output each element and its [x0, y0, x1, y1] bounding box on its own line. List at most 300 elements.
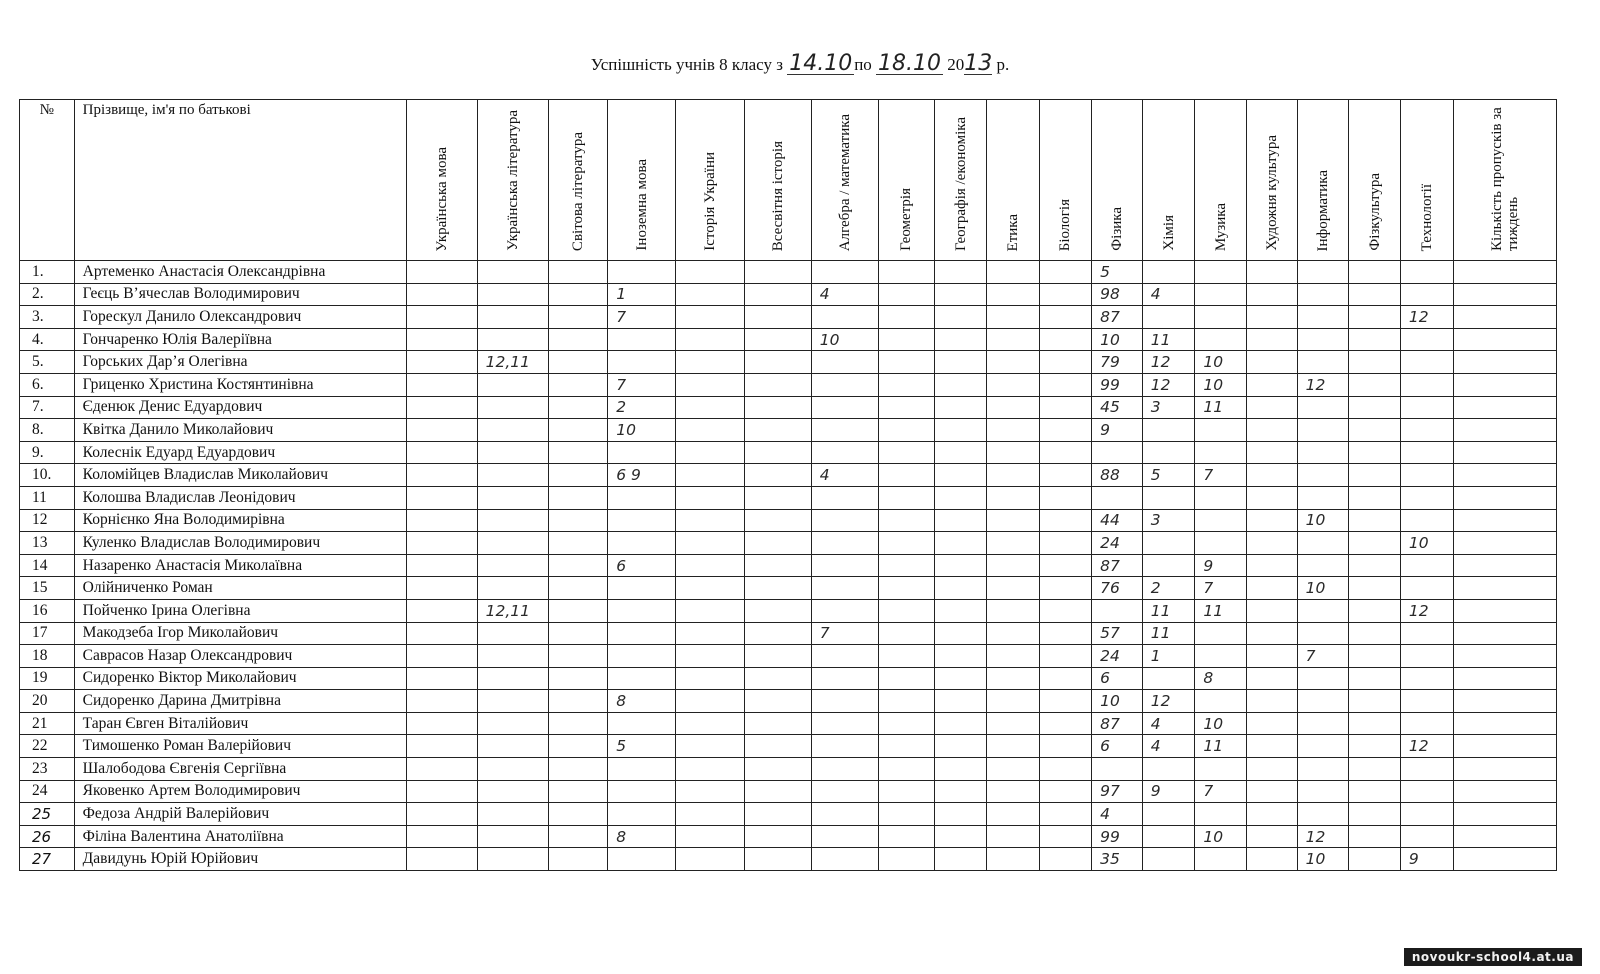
grade-cell [406, 441, 477, 464]
grade-cell: 10 [1195, 351, 1247, 374]
table-row [20, 554, 1557, 577]
grade-cell: 87 [1092, 306, 1143, 329]
table-row [20, 509, 1557, 532]
grade-cell [1247, 645, 1298, 668]
grade-cell [406, 848, 477, 871]
grade-cell [1039, 328, 1092, 351]
grade-cell: 1 [608, 283, 676, 306]
grade-cell [1247, 261, 1298, 284]
table-row [20, 486, 1557, 509]
row-number: 27 [20, 848, 75, 871]
student-name: Гончаренко Юлія Валеріївна [74, 328, 406, 351]
header-subject [986, 100, 1039, 261]
grade-cell [744, 509, 811, 532]
grade-cell [1400, 464, 1453, 487]
grade-cell [676, 622, 745, 645]
grade-cell [1297, 261, 1349, 284]
row-number: 2. [20, 283, 75, 306]
grade-cell: 12 [1400, 306, 1453, 329]
row-number: 11 [20, 486, 75, 509]
grade-cell: 7 [1195, 464, 1247, 487]
grade-cell [1195, 328, 1247, 351]
grade-cell: 7 [1195, 577, 1247, 600]
grade-cell [878, 486, 935, 509]
table-row [20, 848, 1557, 871]
header-number: № [20, 100, 75, 261]
grade-cell [878, 758, 935, 781]
grade-cell [1349, 419, 1401, 442]
grade-cell [1349, 306, 1401, 329]
grade-cell [935, 735, 987, 758]
row-number: 23 [20, 758, 75, 781]
grade-cell [986, 622, 1039, 645]
student-name: Саврасов Назар Олександрович [74, 645, 406, 668]
grade-cell [744, 486, 811, 509]
grade-cell: 11 [1142, 622, 1195, 645]
grade-cell: 76 [1092, 577, 1143, 600]
table-row [20, 577, 1557, 600]
grade-cell [811, 803, 878, 826]
grade-cell [986, 283, 1039, 306]
grade-cell [878, 532, 935, 555]
grade-cell [608, 486, 676, 509]
grade-cell [1297, 622, 1349, 645]
grade-cell: 87 [1092, 554, 1143, 577]
grade-cell [1453, 554, 1556, 577]
grade-cell [1039, 306, 1092, 329]
grade-cell [1247, 735, 1298, 758]
grade-cell [477, 712, 548, 735]
row-number: 25 [20, 803, 75, 826]
grade-cell [811, 486, 878, 509]
row-number: 5. [20, 351, 75, 374]
grade-cell [1039, 532, 1092, 555]
header-subject-label: Кількість пропусків за тиждень [1488, 107, 1521, 251]
grade-cell [1453, 577, 1556, 600]
grade-cell [1039, 509, 1092, 532]
grade-cell [477, 373, 548, 396]
grade-cell: 4 [1142, 712, 1195, 735]
header-subject-label: Інформатика [1314, 169, 1331, 251]
grade-cell [935, 441, 987, 464]
grade-cell [1247, 690, 1298, 713]
header-subject-label: Геометрія [898, 188, 915, 251]
grade-cell: 12,11 [477, 599, 548, 622]
grade-cell [1453, 645, 1556, 668]
grade-cell [1195, 306, 1247, 329]
grade-cell [608, 667, 676, 690]
grade-cell: 10 [1400, 532, 1453, 555]
grade-cell [1400, 825, 1453, 848]
grade-cell [1400, 577, 1453, 600]
grade-cell [548, 509, 608, 532]
grade-cell: 5 [608, 735, 676, 758]
grade-cell [1039, 373, 1092, 396]
grade-cell [878, 645, 935, 668]
grade-cell: 7 [1297, 645, 1349, 668]
grade-cell [477, 735, 548, 758]
grade-cell [608, 441, 676, 464]
table-row [20, 622, 1557, 645]
grade-cell: 10 [1195, 712, 1247, 735]
grade-cell [1039, 667, 1092, 690]
row-number: 19 [20, 667, 75, 690]
grade-cell [1247, 464, 1298, 487]
grade-cell [1349, 441, 1401, 464]
header-subject-label: Українська література [504, 110, 521, 251]
grade-cell: 11 [1195, 735, 1247, 758]
grade-cell [1453, 599, 1556, 622]
grade-cell [1247, 803, 1298, 826]
grade-cell [1039, 735, 1092, 758]
grade-cell [477, 419, 548, 442]
header-subject-label: Світова література [569, 131, 586, 251]
grade-cell [811, 261, 878, 284]
grade-cell: 24 [1092, 532, 1143, 555]
grade-cell [1247, 825, 1298, 848]
header-subject-label: Музика [1212, 202, 1229, 251]
table-row [20, 758, 1557, 781]
grade-cell [1195, 509, 1247, 532]
grade-cell [1453, 848, 1556, 871]
student-name: Сидоренко Дарина Дмитрівна [74, 690, 406, 713]
grade-cell [1195, 486, 1247, 509]
grade-cell [811, 758, 878, 781]
grade-cell [986, 758, 1039, 781]
header-subject-label: Фізика [1108, 207, 1125, 251]
grade-cell [1453, 351, 1556, 374]
grade-cell [935, 667, 987, 690]
grade-cell [878, 803, 935, 826]
grade-cell [935, 848, 987, 871]
grade-cell [811, 396, 878, 419]
grade-cell [1297, 328, 1349, 351]
grade-cell: 7 [1195, 780, 1247, 803]
header-subject [1142, 100, 1195, 261]
grade-cell [744, 351, 811, 374]
grade-cell: 10 [608, 419, 676, 442]
grade-cell [1400, 758, 1453, 781]
grade-cell [548, 351, 608, 374]
grade-cell [744, 848, 811, 871]
grade-cell [1195, 419, 1247, 442]
grade-cell [676, 554, 745, 577]
grade-cell [1453, 486, 1556, 509]
grade-cell [676, 373, 745, 396]
title-suffix: р. [996, 55, 1010, 74]
grade-cell [935, 690, 987, 713]
grade-cell [1297, 441, 1349, 464]
grade-cell: 11 [1142, 328, 1195, 351]
grade-cell [878, 735, 935, 758]
grade-cell [1349, 803, 1401, 826]
student-name: Пойченко Ірина Олегівна [74, 599, 406, 622]
student-name: Колошва Владислав Леонідович [74, 486, 406, 509]
grade-cell [878, 690, 935, 713]
header-subject [1092, 100, 1143, 261]
grade-cell [608, 532, 676, 555]
grade-cell [935, 554, 987, 577]
table-row [20, 690, 1557, 713]
row-number: 26 [20, 825, 75, 848]
grade-cell [406, 306, 477, 329]
grade-cell [676, 780, 745, 803]
grade-cell [744, 825, 811, 848]
grade-cell [1349, 328, 1401, 351]
grade-cell [1349, 464, 1401, 487]
grade-cell [548, 441, 608, 464]
grade-cell [1297, 351, 1349, 374]
grade-cell [1297, 464, 1349, 487]
grade-cell [1349, 599, 1401, 622]
grade-cell [477, 509, 548, 532]
grade-cell [878, 712, 935, 735]
grade-cell [1039, 464, 1092, 487]
grade-cell: 12 [1400, 599, 1453, 622]
grade-cell [676, 486, 745, 509]
grade-cell [1453, 464, 1556, 487]
grade-cell [608, 577, 676, 600]
grade-cell [935, 825, 987, 848]
grade-cell [1297, 667, 1349, 690]
grade-cell [811, 825, 878, 848]
student-name: Шалободова Євгенія Сергіївна [74, 758, 406, 781]
table-row [20, 803, 1557, 826]
grade-cell [1400, 690, 1453, 713]
grade-cell [986, 373, 1039, 396]
grade-cell [406, 712, 477, 735]
grade-cell [878, 441, 935, 464]
grade-cell [477, 306, 548, 329]
grade-cell [935, 532, 987, 555]
grade-cell [1247, 599, 1298, 622]
grade-cell [1247, 622, 1298, 645]
grade-cell [548, 758, 608, 781]
grade-cell [548, 780, 608, 803]
grade-cell [986, 554, 1039, 577]
grade-cell [406, 373, 477, 396]
grade-cell [986, 509, 1039, 532]
grade-cell [477, 554, 548, 577]
header-subject [406, 100, 477, 261]
grade-cell [548, 486, 608, 509]
grade-cell [1349, 396, 1401, 419]
grade-cell [1142, 848, 1195, 871]
grade-cell [477, 464, 548, 487]
grade-cell: 10 [1297, 509, 1349, 532]
grade-cell [1039, 645, 1092, 668]
grade-cell [477, 532, 548, 555]
grade-cell [878, 848, 935, 871]
grade-cell [1039, 780, 1092, 803]
grade-cell [811, 735, 878, 758]
grade-cell [744, 690, 811, 713]
grade-cell [477, 803, 548, 826]
grade-cell [811, 532, 878, 555]
grade-cell: 4 [1092, 803, 1143, 826]
grade-cell [1247, 283, 1298, 306]
row-number: 6. [20, 373, 75, 396]
grade-cell [744, 667, 811, 690]
grade-cell [986, 306, 1039, 329]
grade-cell [878, 261, 935, 284]
grade-cell [1297, 554, 1349, 577]
grade-cell [1195, 848, 1247, 871]
grade-cell [1247, 396, 1298, 419]
grade-cell [878, 509, 935, 532]
grade-cell: 9 [1142, 780, 1195, 803]
grade-cell: 9 [1195, 554, 1247, 577]
grade-cell [548, 735, 608, 758]
grade-cell [986, 464, 1039, 487]
grade-cell [1039, 690, 1092, 713]
grade-cell [676, 735, 745, 758]
header-subject [477, 100, 548, 261]
grade-cell [1142, 441, 1195, 464]
grade-cell: 10 [1195, 825, 1247, 848]
grade-cell [1039, 622, 1092, 645]
grade-cell [1247, 509, 1298, 532]
header-subject [608, 100, 676, 261]
grade-cell [548, 261, 608, 284]
table-row [20, 532, 1557, 555]
grade-cell [548, 667, 608, 690]
grade-cell [477, 780, 548, 803]
grade-cell: 4 [1142, 735, 1195, 758]
grade-cell [744, 283, 811, 306]
grade-cell [935, 758, 987, 781]
grade-cell [1297, 690, 1349, 713]
table-row [20, 780, 1557, 803]
grade-cell [1195, 645, 1247, 668]
grade-cell [1297, 396, 1349, 419]
grade-cell [935, 509, 987, 532]
grade-cell: 35 [1092, 848, 1143, 871]
grade-cell [986, 328, 1039, 351]
grade-cell [477, 667, 548, 690]
grade-cell [1039, 351, 1092, 374]
grade-cell [1453, 328, 1556, 351]
grade-cell [1349, 712, 1401, 735]
grade-cell: 10 [1092, 328, 1143, 351]
grade-cell [608, 712, 676, 735]
grade-cell [676, 667, 745, 690]
grade-cell [1400, 554, 1453, 577]
grade-cell: 99 [1092, 373, 1143, 396]
grade-cell [1349, 351, 1401, 374]
header-subject-label: Технології [1418, 183, 1435, 251]
grade-cell [1349, 373, 1401, 396]
grades-table [19, 99, 1557, 871]
grade-cell [744, 780, 811, 803]
header-subject [1247, 100, 1298, 261]
grade-cell [406, 328, 477, 351]
grade-cell [548, 712, 608, 735]
grade-cell [1453, 283, 1556, 306]
grade-cell [935, 396, 987, 419]
grade-cell [608, 328, 676, 351]
grade-cell [1297, 419, 1349, 442]
grade-cell [1195, 283, 1247, 306]
row-number: 17 [20, 622, 75, 645]
grade-cell [878, 396, 935, 419]
grade-cell [406, 577, 477, 600]
grade-cell [1039, 396, 1092, 419]
grade-cell [935, 645, 987, 668]
table-row [20, 373, 1557, 396]
grade-cell [406, 735, 477, 758]
grade-cell [1349, 577, 1401, 600]
grade-cell [477, 283, 548, 306]
grade-cell [1142, 554, 1195, 577]
grade-cell [986, 667, 1039, 690]
grade-cell [1400, 441, 1453, 464]
grade-cell [986, 599, 1039, 622]
grade-cell [477, 758, 548, 781]
student-name: Артеменко Анастасія Олександрівна [74, 261, 406, 284]
table-row [20, 351, 1557, 374]
grade-cell [1039, 803, 1092, 826]
grade-cell: 87 [1092, 712, 1143, 735]
grade-cell [548, 283, 608, 306]
grade-cell [548, 848, 608, 871]
grade-cell [811, 712, 878, 735]
grade-cell [986, 396, 1039, 419]
student-name: Горескул Данило Олександрович [74, 306, 406, 329]
header-name: Прізвище, ім'я по батькові [74, 100, 406, 261]
grade-cell [1039, 441, 1092, 464]
grade-cell [676, 825, 745, 848]
grade-cell [1195, 622, 1247, 645]
grade-cell [744, 803, 811, 826]
table-row [20, 825, 1557, 848]
row-number: 18 [20, 645, 75, 668]
grade-cell [1400, 419, 1453, 442]
header-subject [676, 100, 745, 261]
grade-cell [986, 690, 1039, 713]
grade-cell [1297, 532, 1349, 555]
header-subject-label: Всесвітня історія [769, 140, 786, 251]
title-middle: по [854, 55, 872, 74]
grade-cell [548, 599, 608, 622]
grade-cell [477, 622, 548, 645]
grade-cell: 8 [608, 825, 676, 848]
grade-cell [986, 803, 1039, 826]
grade-cell [986, 419, 1039, 442]
grade-cell [744, 735, 811, 758]
grade-cell [1400, 780, 1453, 803]
grade-cell [744, 261, 811, 284]
grade-cell [608, 261, 676, 284]
grade-cell [1247, 780, 1298, 803]
student-name: Олійниченко Роман [74, 577, 406, 600]
grade-cell [986, 825, 1039, 848]
grade-cell [1297, 306, 1349, 329]
grade-cell: 57 [1092, 622, 1143, 645]
grade-cell [986, 577, 1039, 600]
grade-cell [1349, 622, 1401, 645]
grade-cell [1195, 261, 1247, 284]
grade-cell [676, 690, 745, 713]
grade-cell [811, 554, 878, 577]
grade-cell [744, 712, 811, 735]
grade-cell [1247, 306, 1298, 329]
grade-cell: 2 [608, 396, 676, 419]
student-name: Горських Дар’я Олегівна [74, 351, 406, 374]
grade-cell [744, 622, 811, 645]
grade-cell [477, 825, 548, 848]
grade-cell: 7 [608, 306, 676, 329]
